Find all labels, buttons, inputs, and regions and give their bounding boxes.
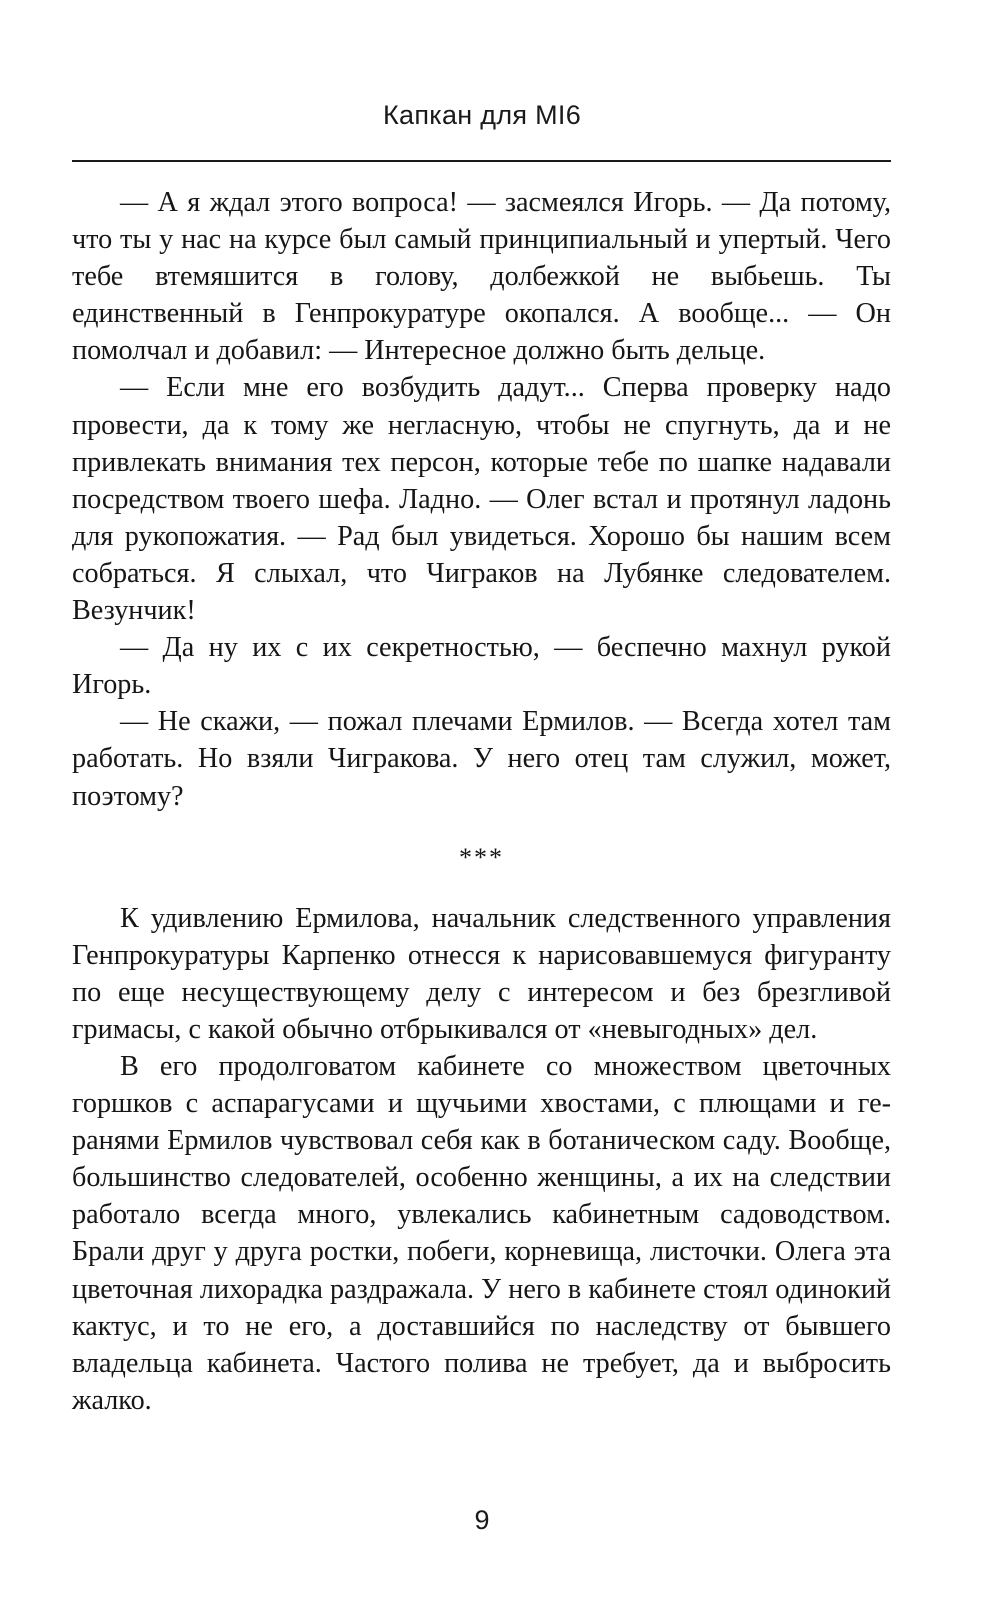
page-number: 9 — [474, 1505, 490, 1535]
running-title: Капкан для МI6 — [382, 100, 582, 130]
header-rule — [72, 160, 891, 162]
paragraph: — А я ждал этого вопроса! — засмеялся Игорь. — Да потому, что ты у нас на курсе был самый принципиальный и упертый. Чего тебе втемяшится в голову, долбежкой не выбьешь. Ты единственный в Генпрокуратуре окопался. А вообще... — Он помолчал и добавил: — Интересное должно быть дельце. — [72, 187, 891, 367]
section-break: *** — [459, 842, 504, 872]
paragraph: — Не скажи, — пожал плечами Ермилов. — Всегда хотел там работать. Но взяли Чигракова. У него отец там служил, может, поэтому? — [72, 706, 891, 812]
body-text — [72, 184, 891, 1419]
paragraph: К удивлению Ермилова, начальник следственного управления Генпрокуратуры Карпенко отнесся к нарисовавшемуся фигуранту по еще несуществующему делу с интересом и без брезгливой гримасы, с какой обычно отбрыкивался от «невыгодных» дел. — [72, 902, 891, 1045]
paragraph: — Да ну их с их секретностью, — беспечно махнул рукой Игорь. — [72, 632, 891, 701]
paragraph: — Если мне его возбудить дадут... Сперва проверку надо провести, да к тому же негласную, чтобы не спугнуть, да и не привлекать внимания тех персон, которые тебе по шапке надавали посредством твоего шефа. Ладно. — Олег встал и протянул ладонь для рукопожатия. — Рад был увидеться. Хорошо бы нашим всем собраться. Я слыхал, что Чиграков на Лубянке следователем. Везунчик! — [72, 372, 891, 627]
paragraph: В его продолговатом кабинете со множеством цветочных горшков с аспарагусами и щучьими хвостами, с плющами и геранями Ермилов чувствовал себя как в ботаническом саду. Вообще, большинство следователей, особенно женщины, а их на следствии работало всегда много, увлекались кабинетным садоводством. Брали друг у друга ростки, побеги, корневища, листочки. Олега эта цветочная лихорадка раздражала. У него в кабинете стоял одинокий кактус, и то не его, а доставшийся по наследству от бывшего владельца кабинета. Частого полива не требует, да и выбросить жалко. — [72, 1050, 891, 1416]
